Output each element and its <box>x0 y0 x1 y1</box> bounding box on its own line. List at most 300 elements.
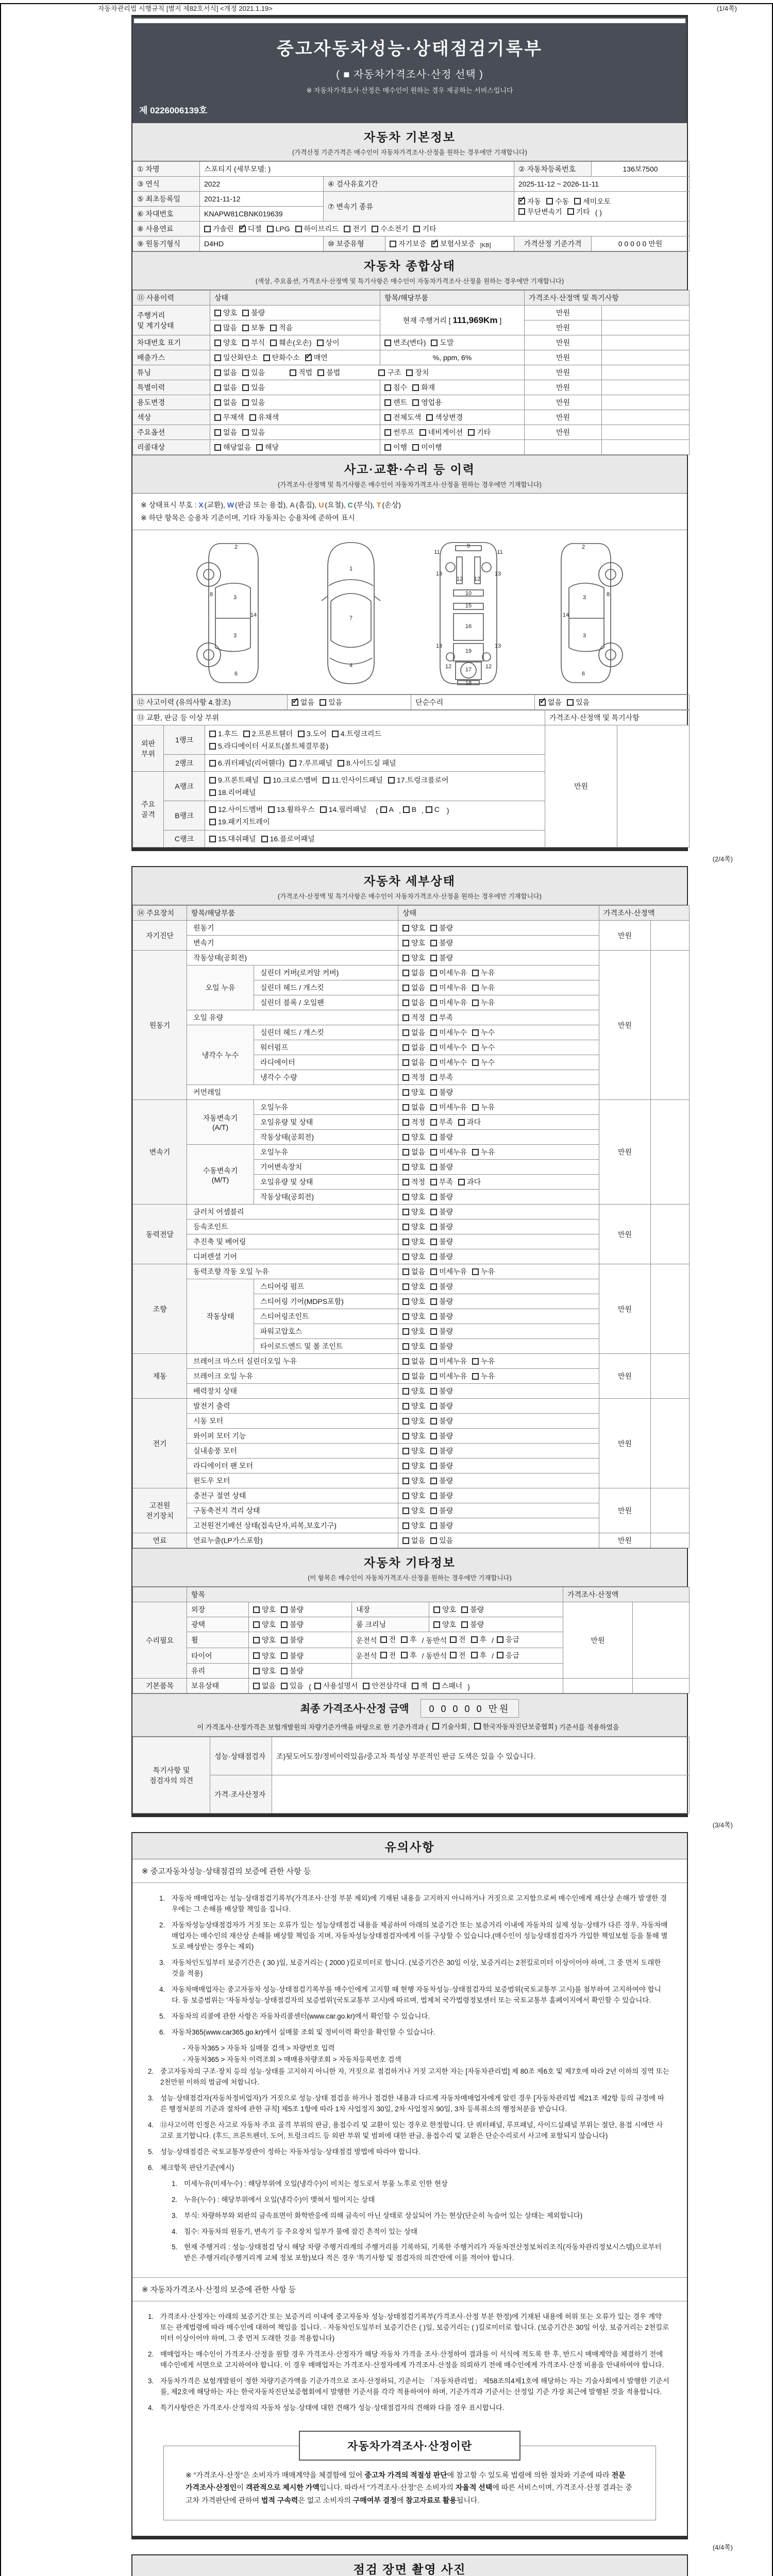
table-cell: 2랭크 <box>164 755 205 772</box>
checkbox-누유[interactable] <box>472 1104 479 1111</box>
checkbox-4.트렁크리드[interactable] <box>332 731 339 737</box>
checkbox-자기보증[interactable] <box>390 241 396 247</box>
checkbox-없음[interactable] <box>402 1104 409 1111</box>
detail-table <box>132 905 690 1548</box>
checkbox-미세누유[interactable] <box>430 985 437 991</box>
text <box>209 786 541 799</box>
checkbox-불량[interactable] <box>242 310 249 316</box>
text: 불량 <box>251 309 265 317</box>
checkbox-해당없음[interactable] <box>214 444 221 451</box>
text: 4. <box>159 1985 165 1993</box>
checkbox-양호[interactable] <box>402 1403 409 1410</box>
checkbox-불량[interactable] <box>430 1194 437 1200</box>
checkbox-양호[interactable] <box>402 1522 409 1529</box>
checkbox-응급[interactable] <box>497 1652 503 1658</box>
checkbox-적정[interactable] <box>402 1119 409 1126</box>
checkbox-14.필러패널[interactable] <box>320 806 327 813</box>
option-불량 <box>430 953 453 963</box>
state-marks-block <box>132 494 687 530</box>
checkbox-부족[interactable] <box>430 1179 437 1185</box>
checkbox-누유[interactable] <box>472 985 479 991</box>
checkbox-양호[interactable] <box>402 1209 409 1215</box>
table-cell: 오일유량 및 상태 <box>254 1175 398 1190</box>
checkbox-없음[interactable] <box>539 699 546 706</box>
option-화재 <box>412 382 435 393</box>
checkbox-15.대쉬패널[interactable] <box>209 836 216 842</box>
checkbox-불량[interactable] <box>430 925 437 931</box>
option-스패너 <box>433 1681 463 1691</box>
checkbox-불량[interactable] <box>430 1343 437 1350</box>
table-cell: 오일누유 <box>254 1100 398 1115</box>
checkbox-양호[interactable] <box>253 1668 260 1674</box>
text: (요철) <box>325 501 344 509</box>
checkbox-12.사이드멤버[interactable] <box>209 806 216 813</box>
checkbox-보험사보증[interactable] <box>431 241 438 247</box>
table-cell <box>525 440 602 455</box>
checkbox-불량[interactable] <box>281 1652 288 1659</box>
option-사용설명서 <box>314 1681 358 1691</box>
checkbox-없음[interactable] <box>402 1373 409 1380</box>
checkbox-17.트렁크플로어[interactable] <box>388 777 395 784</box>
checkbox-5.라디에이터 서포트(볼트체결부품)[interactable] <box>209 743 216 750</box>
text: 없음 <box>411 969 426 977</box>
text: 하이브리드 <box>304 225 339 233</box>
checkbox-없음[interactable] <box>253 1683 260 1689</box>
checkbox-없음[interactable] <box>402 1268 409 1275</box>
checkbox-미세누유[interactable] <box>430 1373 437 1380</box>
option-18.리어패널 <box>209 787 256 798</box>
option-누유 <box>472 1147 495 1157</box>
checkbox-있음[interactable] <box>242 384 249 391</box>
option-불량 <box>430 1251 453 1262</box>
checkbox-과다[interactable] <box>458 1179 465 1185</box>
checkbox-응급[interactable] <box>497 1636 503 1643</box>
document-subtitle: ( ■ 자동차가격조사·산정 선택 ) <box>336 69 483 80</box>
opinion-label: 특기사항 및 점검자의 의견 <box>133 1737 210 1814</box>
checkbox-기타[interactable] <box>468 429 475 436</box>
checkbox-양호[interactable] <box>402 1313 409 1320</box>
text: 불량 <box>439 1432 453 1440</box>
price-definition-text: ※ "가격조사·산정"은 소비자가 매매계약을 체결함에 있어 중고차 가격의 적절성 판단에 참고할 수 있도록 법령에 의한 절차와 기준에 따라 전문 가격조사·산정인이 객관적으로 제시한 가액입니다. 따라서 "가격조사·산정"은 소비자의 자율적 선택에 따른 서비스이며, 가격조사·산정 결과는 중고차 가격판단에 관하여 법적 구속력은 없고 소비자의 구매여부 결정에 참고자료로 활용됩니다. <box>186 2470 632 2504</box>
checkbox-양호[interactable] <box>402 1448 409 1454</box>
text: 없음 <box>223 383 238 392</box>
checkbox-18.리어패널[interactable] <box>209 789 216 796</box>
checkbox-누유[interactable] <box>472 1268 479 1275</box>
checkbox-한국자동차진단보증협회[interactable] <box>474 1723 481 1730</box>
option-14.필러패널 <box>320 804 367 815</box>
checkbox-불량[interactable] <box>430 1283 437 1290</box>
summary-h-price: 가격조사·산정액 및 특기사항 <box>525 291 690 306</box>
checkbox-있음[interactable] <box>242 399 249 406</box>
text: 사용설명서 <box>323 1682 358 1690</box>
text: 양호 <box>411 1312 426 1321</box>
checkbox-있음[interactable] <box>242 429 249 436</box>
checkbox-장치[interactable] <box>406 369 413 376</box>
checkbox-있음[interactable] <box>281 1683 288 1689</box>
option-누유 <box>472 1102 495 1112</box>
checkbox-수동[interactable] <box>546 198 553 205</box>
checkbox-양호[interactable] <box>402 1433 409 1439</box>
checkbox-불량[interactable] <box>430 1224 437 1230</box>
checkbox-미세누수[interactable] <box>430 1029 437 1036</box>
text <box>518 207 685 217</box>
checkbox-양호[interactable] <box>402 1463 409 1469</box>
checkbox-양호[interactable] <box>214 310 221 316</box>
checkbox-전[interactable] <box>380 1652 387 1658</box>
checkbox-양호[interactable] <box>402 1328 409 1335</box>
checkbox-누유[interactable] <box>472 1373 479 1380</box>
checkbox-일산화탄소[interactable] <box>214 354 221 361</box>
checkbox-전[interactable] <box>450 1636 457 1643</box>
text: 1.후드 <box>218 730 238 738</box>
checkbox-누유[interactable] <box>472 970 479 976</box>
checkbox-상이[interactable] <box>317 340 324 346</box>
checkbox-있음[interactable] <box>242 369 249 376</box>
text: 장치 <box>415 368 429 377</box>
final-price-note <box>132 1721 687 1732</box>
checkbox-양호[interactable] <box>402 1388 409 1395</box>
checkbox-없음[interactable] <box>402 1537 409 1544</box>
text: 미이행 <box>421 443 442 451</box>
checkbox-불량[interactable] <box>430 1134 437 1141</box>
checkbox-C[interactable] <box>426 806 432 813</box>
checkbox-이행[interactable] <box>384 444 391 451</box>
checkbox-불량[interactable] <box>430 1433 437 1439</box>
checkbox-사용설명서[interactable] <box>314 1683 321 1689</box>
checkbox-양호[interactable] <box>402 1418 409 1425</box>
text: 양호 <box>411 924 426 933</box>
table-cell <box>249 1617 352 1632</box>
exchange-parts-label: ⑬ 교환, 판금 등 이상 부위 <box>133 710 545 725</box>
notice-heading: ※ 자동차가격조사·산정의 보증에 관한 사항 등 <box>132 2277 687 2301</box>
checkbox-적법[interactable] <box>290 369 296 376</box>
checkbox-양호[interactable] <box>253 1637 260 1643</box>
checkbox-썬루프[interactable] <box>384 429 391 436</box>
checkbox-없음[interactable] <box>292 699 298 706</box>
table-cell <box>210 395 380 410</box>
table-structure <box>133 291 690 306</box>
checkbox-적음[interactable] <box>270 325 277 331</box>
checkbox-LPG[interactable] <box>267 226 274 232</box>
checkbox-불량[interactable] <box>281 1606 288 1613</box>
checkbox-양호[interactable] <box>402 1089 409 1096</box>
transmission-etc: ( ) <box>595 208 602 216</box>
checkbox-색상변경[interactable] <box>426 414 433 421</box>
checkbox-없음[interactable] <box>402 999 409 1006</box>
checkbox-있음[interactable] <box>567 699 574 706</box>
checkbox-불량[interactable] <box>430 1493 437 1499</box>
checkbox-영업용[interactable] <box>412 399 419 406</box>
checkbox-기타[interactable] <box>567 208 574 215</box>
checkbox-무채색[interactable] <box>214 414 221 421</box>
checkbox-미이행[interactable] <box>412 444 419 451</box>
checkbox-없음[interactable] <box>402 985 409 991</box>
checkbox-불량[interactable] <box>430 1298 437 1305</box>
checkbox-네비게이션[interactable] <box>419 429 426 436</box>
checkbox-양호[interactable] <box>402 1283 409 1290</box>
text: 있음 <box>290 1682 304 1690</box>
checkbox-불량[interactable] <box>430 1253 437 1260</box>
checkbox-수소전기[interactable] <box>372 226 378 232</box>
checkbox-양호[interactable] <box>253 1652 260 1659</box>
checkbox-양호[interactable] <box>433 1606 440 1613</box>
checkbox-양호[interactable] <box>402 1253 409 1260</box>
checkbox-훼손(오손)[interactable] <box>270 340 277 346</box>
text: 양호 <box>262 1605 276 1614</box>
page4-box <box>131 2554 688 2576</box>
checkbox-불법[interactable] <box>317 369 324 376</box>
checkbox-렌트[interactable] <box>384 399 391 406</box>
form-reference: 자동차관리법 시행규칙 [별지 제82호서식] <개정 2021.1.19> <box>98 5 273 12</box>
checkbox-스패너[interactable] <box>433 1683 440 1689</box>
text: 양호 <box>411 1447 426 1455</box>
notice-subitem <box>172 2195 669 2206</box>
checkbox-누수[interactable] <box>472 1059 479 1066</box>
checkbox-불량[interactable] <box>430 1164 437 1171</box>
checkbox-없음[interactable] <box>402 970 409 976</box>
checkbox-세미오토[interactable] <box>574 198 581 205</box>
checkbox-양호[interactable] <box>402 1507 409 1514</box>
table-cell: 작동상태 <box>187 1279 254 1354</box>
table-cell: 만원 <box>599 1354 651 1399</box>
checkbox-10.크로스멤버[interactable] <box>264 777 271 784</box>
checkbox-누수[interactable] <box>472 1029 479 1036</box>
option-없음 <box>214 382 237 393</box>
checkbox-전기[interactable] <box>344 226 350 232</box>
checkbox-미세누유[interactable] <box>430 999 437 1006</box>
option-불량 <box>430 1461 453 1471</box>
checkbox-디젤[interactable] <box>239 226 246 232</box>
checkbox-불량[interactable] <box>281 1637 288 1643</box>
checkbox-불량[interactable] <box>461 1606 468 1613</box>
checkbox-없음[interactable] <box>402 1029 409 1036</box>
text: 불량 <box>439 1402 453 1411</box>
checkbox-후[interactable] <box>471 1636 478 1643</box>
checkbox-19.패키지트레이[interactable] <box>209 819 216 825</box>
diagram-zone-number: 7 <box>349 615 353 622</box>
option-없음 <box>402 997 425 1008</box>
option-불량 <box>281 1666 304 1676</box>
checkbox-안전삼각대[interactable] <box>363 1683 369 1689</box>
checkbox-부족[interactable] <box>430 1074 437 1081</box>
checkbox-누유[interactable] <box>472 1358 479 1365</box>
checkbox-불량[interactable] <box>281 1668 288 1674</box>
checkbox-있음[interactable] <box>320 699 326 706</box>
checkbox-11.인사이드패널[interactable] <box>323 777 329 784</box>
checkbox-미세누수[interactable] <box>430 1044 437 1051</box>
checkbox-양호[interactable] <box>253 1621 260 1628</box>
checkbox-8.사이드실 패널[interactable] <box>338 760 344 767</box>
table-cell <box>633 1602 690 1679</box>
checkbox-없음[interactable] <box>214 384 221 391</box>
checkbox-미세누유[interactable] <box>430 1358 437 1365</box>
checkbox-해당[interactable] <box>256 444 263 451</box>
table-cell <box>398 1309 599 1324</box>
checkbox-없음[interactable] <box>214 429 221 436</box>
checkbox-후[interactable] <box>401 1636 408 1643</box>
option-유채색 <box>249 412 279 422</box>
checkbox-양호[interactable] <box>402 1298 409 1305</box>
checkbox-불량[interactable] <box>430 955 437 961</box>
notice-subitem <box>172 2179 669 2190</box>
checkbox-불량[interactable] <box>430 1388 437 1395</box>
checkbox-없음[interactable] <box>402 1044 409 1051</box>
checkbox-미세누유[interactable] <box>430 1104 437 1111</box>
checkbox-없음[interactable] <box>402 1059 409 1066</box>
checkbox-불량[interactable] <box>430 1418 437 1425</box>
text: , <box>285 501 290 509</box>
checkbox-있음[interactable] <box>430 1537 437 1544</box>
checkbox-양호[interactable] <box>402 925 409 931</box>
checkbox-적정[interactable] <box>402 1014 409 1021</box>
checkbox-구조[interactable] <box>378 369 385 376</box>
checkbox-적정[interactable] <box>402 1074 409 1081</box>
checkbox-미세누유[interactable] <box>430 1268 437 1275</box>
table-cell: 만원 <box>599 921 651 951</box>
checkbox-화재[interactable] <box>412 384 419 391</box>
checkbox-불량[interactable] <box>430 1209 437 1215</box>
table-cell: 주요옵션 <box>133 425 210 440</box>
checkbox-불량[interactable] <box>430 1239 437 1245</box>
checkbox-전체도색[interactable] <box>384 414 391 421</box>
checkbox-부족[interactable] <box>430 1119 437 1126</box>
table-cell: %, ppm, 6% <box>380 350 525 365</box>
checkbox-양호[interactable] <box>402 1493 409 1499</box>
checkbox-양호[interactable] <box>402 1478 409 1484</box>
text <box>209 803 541 816</box>
checkbox-무단변속기[interactable] <box>518 208 525 215</box>
checkbox-누유[interactable] <box>472 999 479 1006</box>
checkbox-없음[interactable] <box>402 1149 409 1156</box>
accident-history-options <box>288 695 411 710</box>
option-전체도색 <box>384 412 421 422</box>
checkbox-양호[interactable] <box>402 1343 409 1350</box>
table-cell <box>205 831 545 848</box>
checkbox-가솔린[interactable] <box>204 226 211 232</box>
checkbox-불량[interactable] <box>281 1621 288 1628</box>
checkbox-변조(변타)[interactable] <box>384 340 391 346</box>
option-미세누수 <box>430 1057 467 1067</box>
checkbox-매연[interactable] <box>305 354 312 361</box>
checkbox-7.루프패널[interactable] <box>290 760 296 767</box>
checkbox-양호[interactable] <box>214 340 221 346</box>
checkbox-불량[interactable] <box>430 1089 437 1096</box>
checkbox-불량[interactable] <box>430 1463 437 1469</box>
checkbox-잭[interactable] <box>412 1683 418 1689</box>
text: 양호 <box>411 1506 426 1515</box>
checkbox-많음[interactable] <box>214 325 221 331</box>
checkbox-후[interactable] <box>401 1652 408 1658</box>
checkbox-16.플로어패널[interactable] <box>261 836 268 842</box>
notice-item <box>148 2403 669 2414</box>
checkbox-불량[interactable] <box>430 1478 437 1484</box>
checkbox-부식[interactable] <box>242 340 249 346</box>
checkbox-도말[interactable] <box>431 340 438 346</box>
checkbox-양호[interactable] <box>253 1606 260 1613</box>
inspection-period-label: ④ 검사유효기간 <box>324 177 514 192</box>
checkbox-B[interactable] <box>403 806 410 813</box>
checkbox-미세누유[interactable] <box>430 1149 437 1156</box>
checkbox-미세누수[interactable] <box>430 1059 437 1066</box>
checkbox-불량[interactable] <box>430 1328 437 1335</box>
checkbox-불량[interactable] <box>461 1621 468 1628</box>
text: 자동차365(www.car365.go.kr)에서 실매물 조회 및 정비이력 확인을 확인할 수 있습니다. <box>172 2028 435 2036</box>
checkbox-1.후드[interactable] <box>209 731 216 737</box>
checkbox-없음[interactable] <box>214 369 221 376</box>
table-cell: 오일 유량 <box>187 1010 398 1025</box>
checkbox-누수[interactable] <box>472 1044 479 1051</box>
text <box>290 369 345 378</box>
checkbox-자동[interactable] <box>518 198 525 205</box>
checkbox-2.프론트휀더[interactable] <box>243 731 250 737</box>
checkbox-보통[interactable] <box>242 325 249 331</box>
checkbox-없음[interactable] <box>402 1358 409 1365</box>
option-양호 <box>253 1666 276 1676</box>
checkbox-13.휠하우스[interactable] <box>268 806 275 813</box>
checkbox-부족[interactable] <box>430 1014 437 1021</box>
checkbox-양호[interactable] <box>402 1164 409 1171</box>
checkbox-전[interactable] <box>380 1636 387 1643</box>
checkbox-양호[interactable] <box>402 1134 409 1141</box>
checkbox-양호[interactable] <box>402 1224 409 1230</box>
option-무단변속기 <box>518 207 562 217</box>
checkbox-하이브리드[interactable] <box>295 226 302 232</box>
checkbox-불량[interactable] <box>430 940 437 946</box>
checkbox-불량[interactable] <box>430 1522 437 1529</box>
checkbox-침수[interactable] <box>384 384 391 391</box>
table-cell <box>398 1085 599 1100</box>
checkbox-과다[interactable] <box>458 1119 465 1126</box>
table-cell <box>380 335 525 350</box>
checkbox-양호[interactable] <box>402 955 409 961</box>
checkbox-3.도어[interactable] <box>298 731 305 737</box>
text: / 동반석 <box>422 1652 447 1660</box>
checkbox-양호[interactable] <box>402 940 409 946</box>
checkbox-A[interactable] <box>380 806 387 813</box>
checkbox-후[interactable] <box>471 1652 478 1658</box>
text: 부식: 차량하부와 외판의 금속표면이 화학반응에 의해 금속이 아닌 상태로 상실되어 가는 현상(단순히 녹슬어 있는 상태는 제외합니다) <box>184 2211 583 2219</box>
option-불량 <box>430 1520 453 1531</box>
checkbox-유채색[interactable] <box>249 414 256 421</box>
checkbox-탄화수소[interactable] <box>263 354 270 361</box>
checkbox-9.프론트패널[interactable] <box>209 777 216 784</box>
table-cell: 충전구 절연 상태 <box>187 1488 398 1503</box>
checkbox-불량[interactable] <box>430 1507 437 1514</box>
text: 자동차매매업자는 중고자동차 성능·상태점검기록부를 매수인에게 고지할 때 현행 자동차성능·상태점검자의 보증범위(국토교통부 고시)를 첨부하여 고지하여야 합니다. 동 보증범위는 '자동차성능·상태점검자의 보증범위'(국토교통부 고시)에 따르며, 법제처 국가법령정보센터 또는 국토교통부 홈페이지에서 확인할 수 있습니다. <box>172 1985 661 2004</box>
checkbox-적정[interactable] <box>402 1179 409 1185</box>
table-cell: 현재 주행거리 [ 111,969Km ] <box>380 306 525 335</box>
checkbox-누유[interactable] <box>472 1149 479 1156</box>
checkbox-양호[interactable] <box>402 1194 409 1200</box>
option-양호 <box>433 1619 456 1630</box>
checkbox-6.쿼터패널(리어휀다)[interactable] <box>209 760 216 767</box>
checkbox-불량[interactable] <box>430 1448 437 1454</box>
checkbox-불량[interactable] <box>430 1313 437 1320</box>
checkbox-양호[interactable] <box>402 1239 409 1245</box>
checkbox-기타[interactable] <box>413 226 420 232</box>
checkbox-미세누유[interactable] <box>430 970 437 976</box>
checkbox-전[interactable] <box>450 1652 457 1658</box>
text: 객관적으로 제시한 가액 <box>245 2483 320 2492</box>
checkbox-양호[interactable] <box>433 1621 440 1628</box>
checkbox-없음[interactable] <box>214 399 221 406</box>
text: 성능·상태점검자(자동차정비업자)가 거짓으로 성능·상태 점검을 하거나 점검한 내용과 다르게 자동차매매업자에게 알린 경우 [자동차관리법 제21조 제2항 등의 규정에 따른 행정처분의 기준과 절차에 관한 규칙] 제5조 1항에 따라 1차 사업정지 30일, 2차 사업정지 90일, 3차 등록취소의 행정처분을 받습니다. <box>160 2094 665 2113</box>
text: , <box>314 501 319 509</box>
table-cell: 스티어링 기어(MDPS포함) <box>254 1294 398 1309</box>
table-cell <box>602 350 690 365</box>
checkbox-불량[interactable] <box>430 1403 437 1410</box>
checkbox-기술사회[interactable] <box>432 1723 439 1730</box>
